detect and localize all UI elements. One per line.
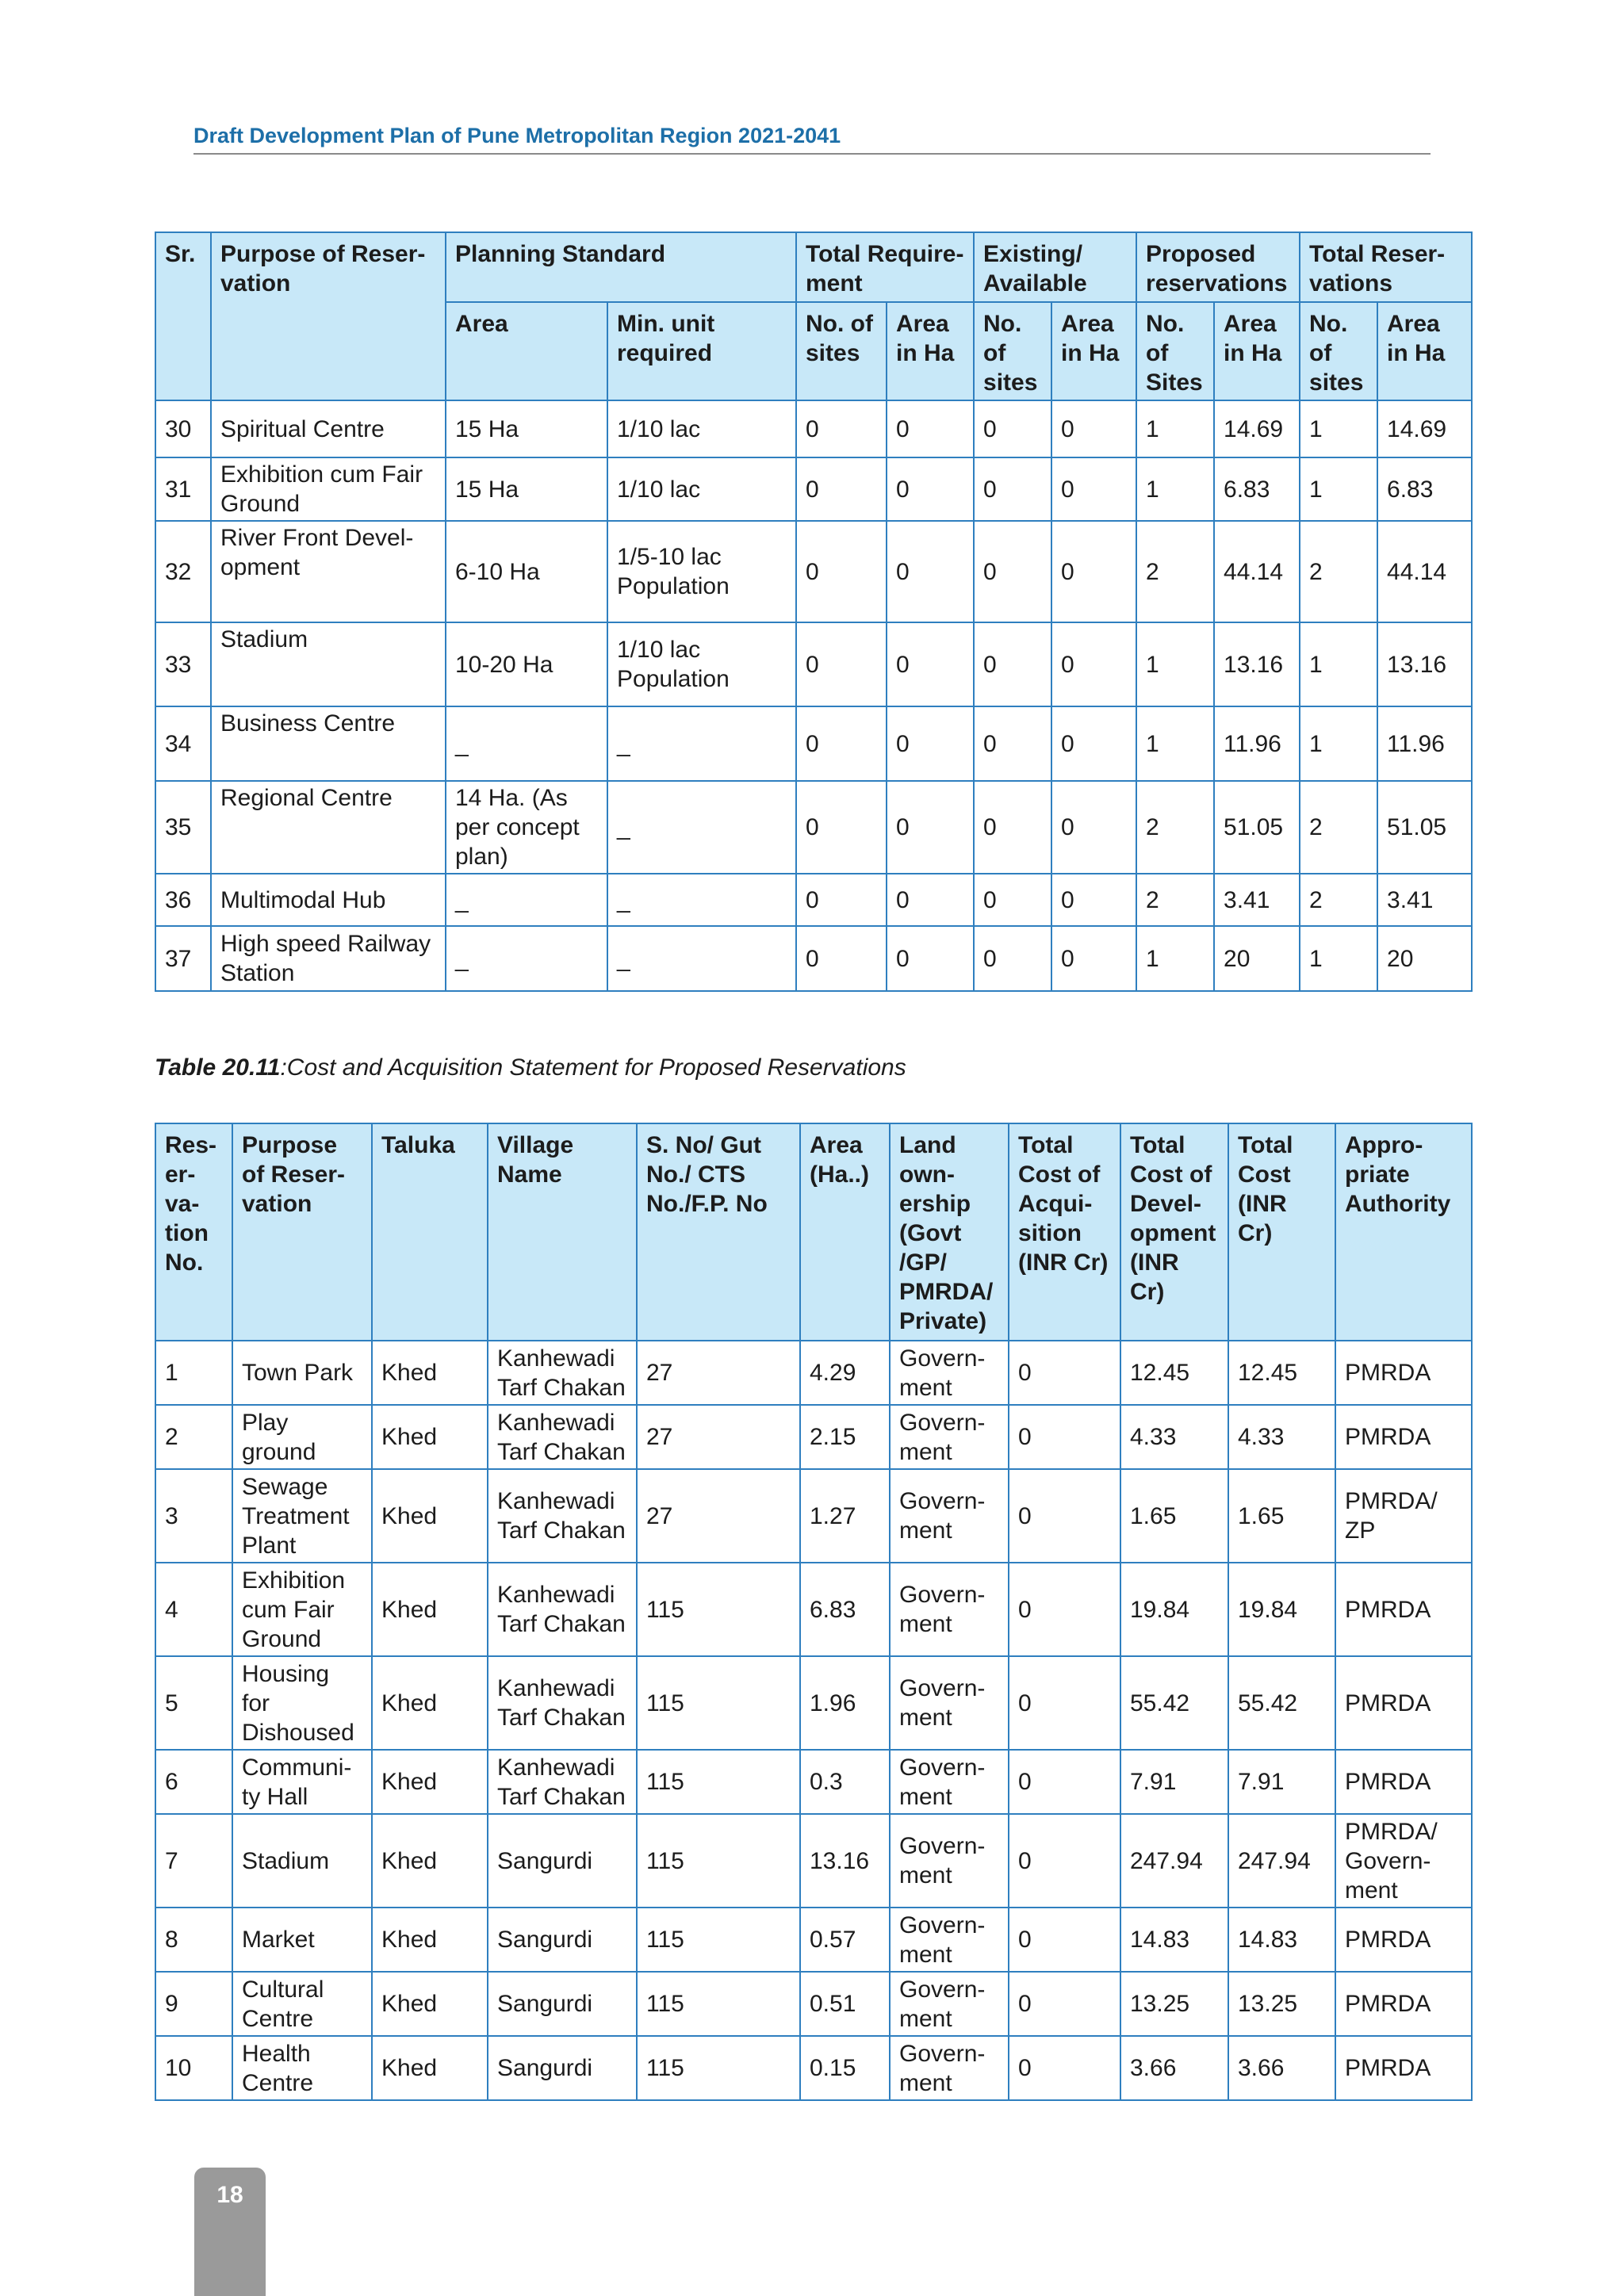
table-cell: 1.65: [1120, 1469, 1228, 1563]
table-cell: 0: [1009, 1750, 1120, 1814]
table-cell: Business Centre: [211, 706, 446, 781]
table-cell: 0: [1009, 1469, 1120, 1563]
table-cell: 0: [887, 706, 974, 781]
cost-table-header-cell: Purpose of Reser-vation: [232, 1123, 372, 1341]
table-cell: Kanhewadi Tarf Chakan: [488, 1656, 637, 1750]
table-cell: 0: [1051, 781, 1136, 874]
table-cell: 1: [1136, 706, 1214, 781]
cost-table-header-cell: S. No/ Gut No./ CTS No./F.P. No: [637, 1123, 800, 1341]
table-cell: Govern-ment: [890, 1656, 1009, 1750]
table-cell: 3.66: [1120, 2036, 1228, 2100]
cost-table-header-cell: Res-er-va-tion No.: [155, 1123, 232, 1341]
table-row: [155, 1972, 1472, 2036]
table-cell: 0: [974, 622, 1051, 706]
table-cell: 9: [155, 1972, 232, 2036]
table-cell: 31: [155, 457, 211, 521]
table-cell: 0: [887, 874, 974, 926]
table-cell: Spiritual Centre: [211, 400, 446, 457]
table-cell: 12.45: [1228, 1341, 1335, 1405]
table-cell: Khed: [372, 1656, 488, 1750]
table-cell: PMRDA/ Govern-ment: [1335, 1814, 1472, 1908]
table-cell: 34: [155, 706, 211, 781]
cost-table-header-cell: Appro-priate Authority: [1335, 1123, 1472, 1341]
table-cell: 0: [1009, 1563, 1120, 1656]
table-row: [155, 2036, 1472, 2100]
table-cell: 0: [974, 521, 1051, 622]
table-cell: 2: [1300, 521, 1377, 622]
header-total-area: Area in Ha: [1377, 302, 1472, 400]
table-cell: 4.33: [1228, 1405, 1335, 1469]
table-cell: PMRDA: [1335, 1563, 1472, 1656]
table-cell: _: [607, 781, 796, 874]
table-cell: 32: [155, 521, 211, 622]
header-area: Area: [446, 302, 607, 400]
cost-table-header-row: [155, 1123, 1472, 1341]
table-cell: 1: [1300, 926, 1377, 991]
table-cell: Health Centre: [232, 2036, 372, 2100]
table-cell: _: [607, 874, 796, 926]
table-cell: Market: [232, 1908, 372, 1972]
table-cell: Khed: [372, 2036, 488, 2100]
table-cell: PMRDA: [1335, 1656, 1472, 1750]
table-cell: 1: [1300, 706, 1377, 781]
cost-table-header-cell: Total Cost (INR Cr): [1228, 1123, 1335, 1341]
table-cell: 27: [637, 1341, 800, 1405]
table-caption-label: Table 20.11: [155, 1054, 281, 1081]
table-cell: 14.83: [1120, 1908, 1228, 1972]
table-cell: 1: [1136, 400, 1214, 457]
table-cell: 0: [1009, 1972, 1120, 2036]
table-cell: 0: [887, 457, 974, 521]
cost-acquisition-table: [155, 1123, 1473, 2101]
table-cell: 30: [155, 400, 211, 457]
table-cell: 1/5-10 lac Population: [607, 521, 796, 622]
table-cell: 3.41: [1377, 874, 1472, 926]
table-cell: Govern-ment: [890, 1908, 1009, 1972]
header-proposed-sites: No. of Sites: [1136, 302, 1214, 400]
table-cell: 2: [1136, 874, 1214, 926]
table-cell: 0.15: [800, 2036, 890, 2100]
table-cell: 0: [796, 622, 887, 706]
table-cell: 1/10 lac: [607, 457, 796, 521]
table-cell: _: [446, 926, 607, 991]
table-cell: 0: [1009, 1656, 1120, 1750]
table-cell: 0: [1009, 1908, 1120, 1972]
table-cell: PMRDA: [1335, 1750, 1472, 1814]
table-cell: Khed: [372, 1563, 488, 1656]
table-row: [155, 706, 1472, 781]
cost-table-header-cell: Taluka: [372, 1123, 488, 1341]
table-cell: 6: [155, 1750, 232, 1814]
table-cell: 1: [1300, 457, 1377, 521]
table-row: [155, 926, 1472, 991]
table-cell: 0.51: [800, 1972, 890, 2036]
table-cell: 247.94: [1120, 1814, 1228, 1908]
table-cell: 3.41: [1214, 874, 1300, 926]
header-existing-area: Area in Ha: [1051, 302, 1136, 400]
table-row: [155, 1814, 1472, 1908]
table-cell: 0: [796, 521, 887, 622]
table-cell: 2: [1136, 521, 1214, 622]
table-cell: Kanhewadi Tarf Chakan: [488, 1405, 637, 1469]
table-cell: 6.83: [1214, 457, 1300, 521]
cost-table-header-cell: Area (Ha..): [800, 1123, 890, 1341]
cost-table-body: [155, 1341, 1472, 2100]
table-cell: 12.45: [1120, 1341, 1228, 1405]
table-cell: Regional Centre: [211, 781, 446, 874]
table-cell: 1: [155, 1341, 232, 1405]
table-cell: 0: [796, 400, 887, 457]
table-row: [155, 874, 1472, 926]
table-cell: 0: [1051, 706, 1136, 781]
table-cell: 2.15: [800, 1405, 890, 1469]
table-cell: 33: [155, 622, 211, 706]
table-cell: PMRDA: [1335, 1908, 1472, 1972]
table-cell: Govern-ment: [890, 1814, 1009, 1908]
table-cell: 55.42: [1120, 1656, 1228, 1750]
table-cell: 1: [1136, 622, 1214, 706]
table-cell: 0: [1051, 622, 1136, 706]
table-cell: 2: [1136, 781, 1214, 874]
table-cell: 0: [974, 874, 1051, 926]
table-row: [155, 457, 1472, 521]
table-row: [155, 1469, 1472, 1563]
table-cell: High speed Railway Station: [211, 926, 446, 991]
table-cell: Govern-ment: [890, 1405, 1009, 1469]
table-cell: 0: [887, 781, 974, 874]
table-cell: 14.83: [1228, 1908, 1335, 1972]
table-cell: 10-20 Ha: [446, 622, 607, 706]
table-cell: 5: [155, 1656, 232, 1750]
table-cell: 3.66: [1228, 2036, 1335, 2100]
document-title: Draft Development Plan of Pune Metropolitan Region 2021-2041: [193, 124, 841, 147]
table-cell: Khed: [372, 1814, 488, 1908]
table-cell: 0: [796, 781, 887, 874]
table-cell: Govern-ment: [890, 1972, 1009, 2036]
table-cell: PMRDA: [1335, 1405, 1472, 1469]
table-cell: 1: [1136, 457, 1214, 521]
planning-standards-table: [155, 232, 1473, 992]
table-cell: Sangurdi: [488, 1814, 637, 1908]
table-cell: 0: [974, 457, 1051, 521]
table-cell: Govern-ment: [890, 2036, 1009, 2100]
table-cell: _: [446, 874, 607, 926]
table-cell: Town Park: [232, 1341, 372, 1405]
table-cell: 7: [155, 1814, 232, 1908]
planning-table-body: [155, 400, 1472, 991]
table-cell: River Front Devel-opment: [211, 521, 446, 622]
table-cell: 247.94: [1228, 1814, 1335, 1908]
table-cell: Sangurdi: [488, 1972, 637, 2036]
table-cell: Khed: [372, 1341, 488, 1405]
table-cell: 7.91: [1228, 1750, 1335, 1814]
table-cell: Stadium: [211, 622, 446, 706]
header-purpose: Purpose of Reser-vation: [211, 232, 446, 400]
page-header: [193, 124, 1431, 155]
table-cell: 0: [1009, 1341, 1120, 1405]
table-cell: 0: [974, 706, 1051, 781]
header-min-unit: Min. unit required: [607, 302, 796, 400]
table-cell: 19.84: [1120, 1563, 1228, 1656]
table-cell: 1/10 lac Population: [607, 622, 796, 706]
table-cell: 7.91: [1120, 1750, 1228, 1814]
table-cell: 14.69: [1377, 400, 1472, 457]
page-number: 18: [216, 2182, 243, 2208]
table-caption: [155, 1054, 906, 1081]
table-row: [155, 1750, 1472, 1814]
table-cell: Govern-ment: [890, 1750, 1009, 1814]
table-cell: 0: [1051, 400, 1136, 457]
table-cell: 0: [1009, 2036, 1120, 2100]
table-cell: 1.27: [800, 1469, 890, 1563]
table-cell: 44.14: [1377, 521, 1472, 622]
table-cell: _: [446, 706, 607, 781]
table-cell: _: [607, 926, 796, 991]
table-cell: 115: [637, 1563, 800, 1656]
table-cell: 6.83: [800, 1563, 890, 1656]
table-cell: Sangurdi: [488, 2036, 637, 2100]
table-cell: 1: [1300, 400, 1377, 457]
table-cell: 0: [1051, 874, 1136, 926]
table-cell: Sewage Treatment Plant: [232, 1469, 372, 1563]
table-cell: Khed: [372, 1908, 488, 1972]
table-cell: PMRDA: [1335, 2036, 1472, 2100]
table-cell: 3: [155, 1469, 232, 1563]
table-cell: 15 Ha: [446, 400, 607, 457]
table-cell: 19.84: [1228, 1563, 1335, 1656]
cost-table-header-cell: Village Name: [488, 1123, 637, 1341]
table-cell: 14 Ha. (As per concept plan): [446, 781, 607, 874]
table-cell: 0: [974, 926, 1051, 991]
table-cell: 20: [1214, 926, 1300, 991]
table-cell: 27: [637, 1405, 800, 1469]
table-cell: Kanhewadi Tarf Chakan: [488, 1469, 637, 1563]
table-cell: 0: [974, 781, 1051, 874]
table-cell: Govern-ment: [890, 1341, 1009, 1405]
table-cell: 115: [637, 1750, 800, 1814]
table-cell: _: [607, 706, 796, 781]
table-row: [155, 400, 1472, 457]
table-caption-text: :Cost and Acquisition Statement for Proposed Reservations: [280, 1054, 906, 1081]
header-planning-standard: Planning Standard: [446, 232, 796, 302]
table-cell: 11.96: [1377, 706, 1472, 781]
table-cell: Khed: [372, 1750, 488, 1814]
table-cell: 55.42: [1228, 1656, 1335, 1750]
table-cell: 0.3: [800, 1750, 890, 1814]
table-cell: 13.25: [1120, 1972, 1228, 2036]
table-cell: 51.05: [1377, 781, 1472, 874]
table-cell: Multimodal Hub: [211, 874, 446, 926]
table-cell: 0: [796, 874, 887, 926]
table-cell: 115: [637, 1908, 800, 1972]
table-cell: 6.83: [1377, 457, 1472, 521]
table-cell: 115: [637, 2036, 800, 2100]
table-cell: Play ground: [232, 1405, 372, 1469]
table-cell: 4.33: [1120, 1405, 1228, 1469]
table-cell: 4.29: [800, 1341, 890, 1405]
table-cell: 0: [887, 622, 974, 706]
header-total-requirement: Total Require-ment: [796, 232, 974, 302]
header-total-reservations: Total Reser-vations: [1300, 232, 1472, 302]
table-cell: 15 Ha: [446, 457, 607, 521]
table-cell: 13.16: [1377, 622, 1472, 706]
table-cell: 36: [155, 874, 211, 926]
table-cell: 6-10 Ha: [446, 521, 607, 622]
table-cell: 35: [155, 781, 211, 874]
table-cell: 1/10 lac: [607, 400, 796, 457]
table-cell: 1.96: [800, 1656, 890, 1750]
table-cell: Govern-ment: [890, 1469, 1009, 1563]
table-cell: 13.16: [800, 1814, 890, 1908]
cost-table-header-cell: Land own-ership (Govt /GP/ PMRDA/ Private): [890, 1123, 1009, 1341]
table-cell: 0: [796, 926, 887, 991]
table-cell: 0: [1051, 521, 1136, 622]
table-cell: 10: [155, 2036, 232, 2100]
table-cell: 0: [887, 926, 974, 991]
table-cell: 8: [155, 1908, 232, 1972]
table-cell: 1: [1136, 926, 1214, 991]
table-cell: 37: [155, 926, 211, 991]
table-cell: 115: [637, 1814, 800, 1908]
table-cell: 0: [796, 706, 887, 781]
table-cell: 0: [974, 400, 1051, 457]
table-cell: Cultural Centre: [232, 1972, 372, 2036]
table-cell: 115: [637, 1972, 800, 2036]
table-cell: 2: [155, 1405, 232, 1469]
table-cell: 13.16: [1214, 622, 1300, 706]
table-cell: 4: [155, 1563, 232, 1656]
cost-table-header-cell: Total Cost of Devel-opment (INR Cr): [1120, 1123, 1228, 1341]
table-cell: 11.96: [1214, 706, 1300, 781]
table-cell: 44.14: [1214, 521, 1300, 622]
table-cell: 0: [1051, 926, 1136, 991]
table-cell: 0: [1051, 457, 1136, 521]
table-cell: PMRDA: [1335, 1341, 1472, 1405]
table-cell: Sangurdi: [488, 1908, 637, 1972]
table-row: [155, 622, 1472, 706]
table-cell: 1: [1300, 622, 1377, 706]
table-cell: 2: [1300, 874, 1377, 926]
table-cell: Khed: [372, 1405, 488, 1469]
table-cell: Communi-ty Hall: [232, 1750, 372, 1814]
table-cell: Govern-ment: [890, 1563, 1009, 1656]
table-cell: Kanhewadi Tarf Chakan: [488, 1341, 637, 1405]
table-cell: 0: [1009, 1405, 1120, 1469]
table-cell: 0: [796, 457, 887, 521]
table-cell: Khed: [372, 1972, 488, 2036]
header-existing: Existing/ Available: [974, 232, 1136, 302]
table-cell: Kanhewadi Tarf Chakan: [488, 1750, 637, 1814]
table-row: [155, 1656, 1472, 1750]
table-row: [155, 1563, 1472, 1656]
table-cell: Exhibition cum Fair Ground: [232, 1563, 372, 1656]
table-row: [155, 1908, 1472, 1972]
table-row: [155, 1341, 1472, 1405]
table-cell: 0: [887, 521, 974, 622]
header-proposed: Proposed reservations: [1136, 232, 1300, 302]
table-row: [155, 521, 1472, 622]
header-req-area: Area in Ha: [887, 302, 974, 400]
header-sr: Sr.: [155, 232, 211, 400]
table-cell: Kanhewadi Tarf Chakan: [488, 1563, 637, 1656]
table-row: [155, 781, 1472, 874]
table-cell: 0: [887, 400, 974, 457]
table-cell: 2: [1300, 781, 1377, 874]
table-cell: 0: [1009, 1814, 1120, 1908]
table-cell: 1.65: [1228, 1469, 1335, 1563]
table-cell: 27: [637, 1469, 800, 1563]
header-existing-sites: No. of sites: [974, 302, 1051, 400]
table-cell: PMRDA: [1335, 1972, 1472, 2036]
table-cell: 14.69: [1214, 400, 1300, 457]
table-cell: 51.05: [1214, 781, 1300, 874]
header-proposed-area: Area in Ha: [1214, 302, 1300, 400]
header-req-sites: No. of sites: [796, 302, 887, 400]
table-cell: 115: [637, 1656, 800, 1750]
table-cell: Exhibition cum Fair Ground: [211, 457, 446, 521]
table-cell: PMRDA/ ZP: [1335, 1469, 1472, 1563]
header-total-sites: No. of sites: [1300, 302, 1377, 400]
page-number-tab: [194, 2168, 266, 2296]
table-cell: 13.25: [1228, 1972, 1335, 2036]
table-row: [155, 1405, 1472, 1469]
table-cell: 20: [1377, 926, 1472, 991]
cost-table-header-cell: Total Cost of Acqui-sition (INR Cr): [1009, 1123, 1120, 1341]
table-cell: 0.57: [800, 1908, 890, 1972]
table-cell: Housing for Dishoused: [232, 1656, 372, 1750]
table-cell: Khed: [372, 1469, 488, 1563]
table-cell: Stadium: [232, 1814, 372, 1908]
